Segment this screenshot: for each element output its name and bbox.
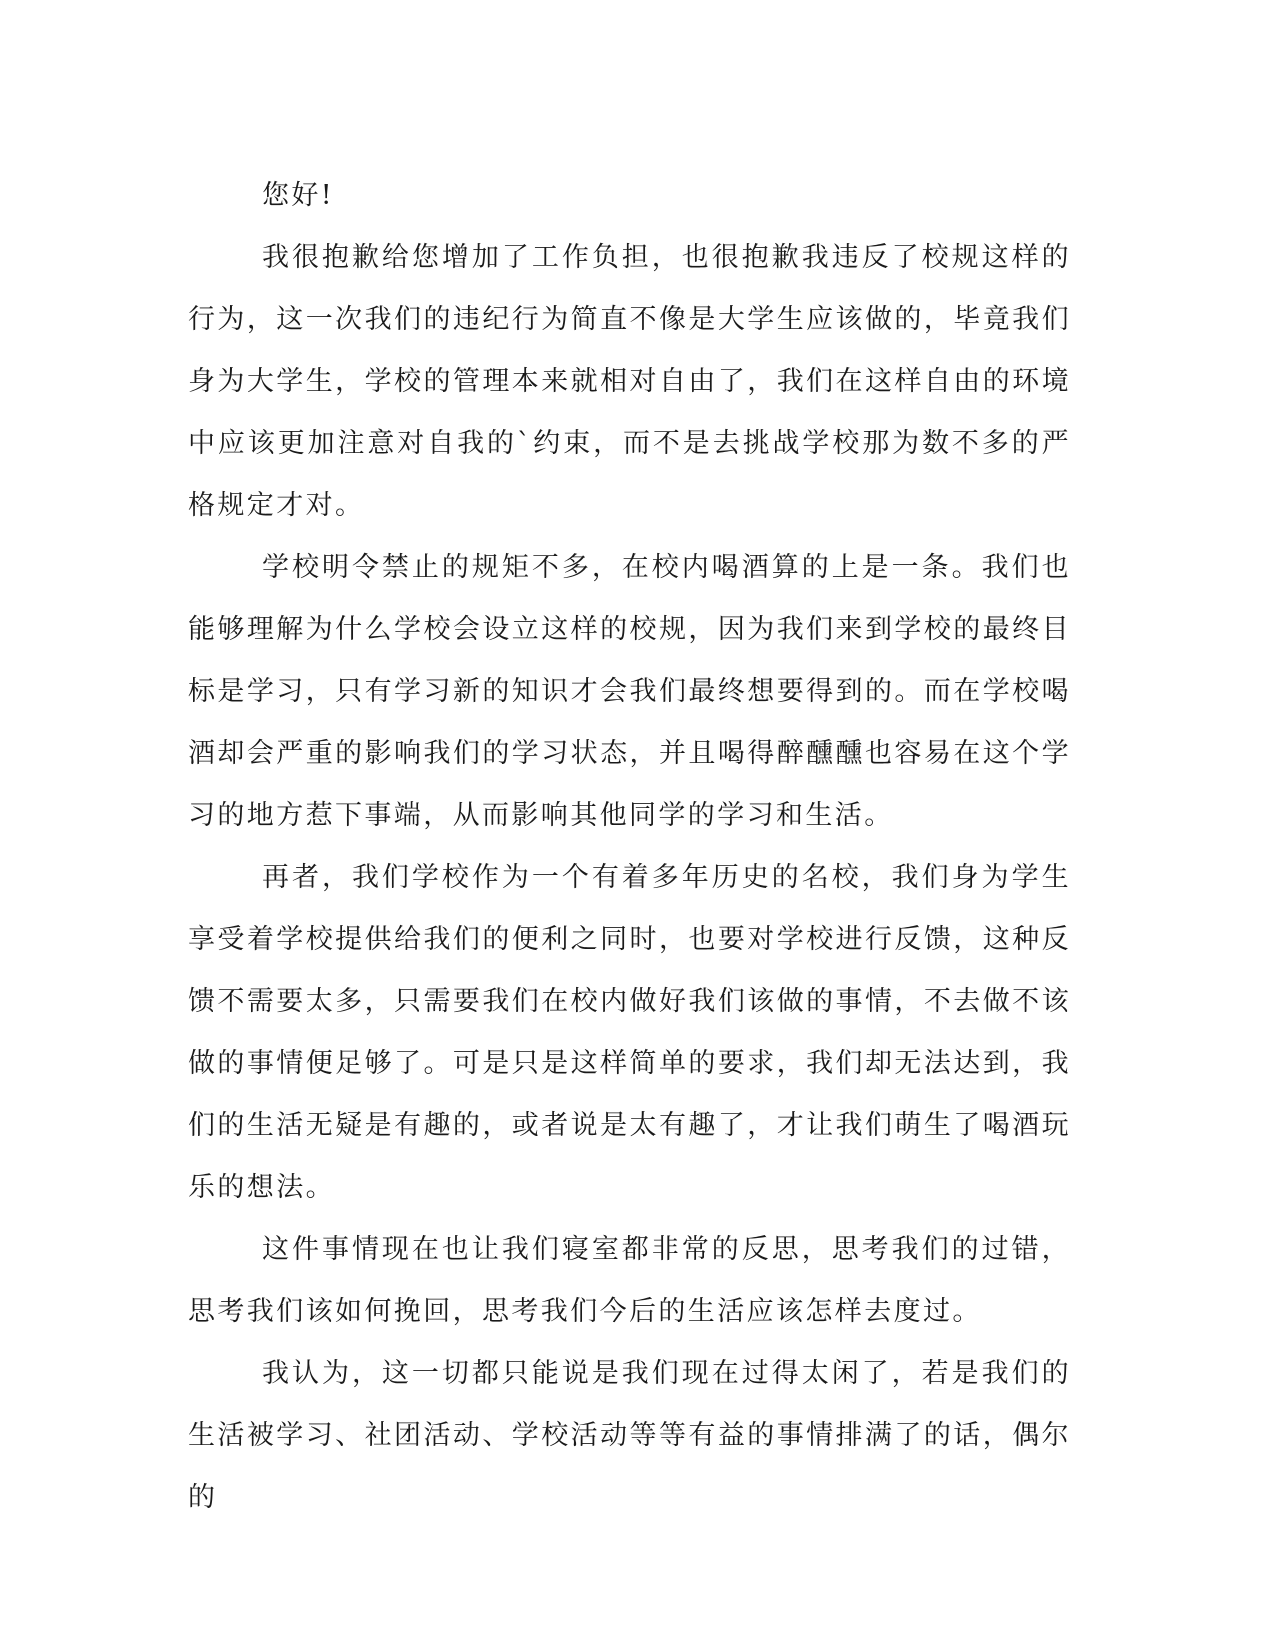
salutation: 您好! <box>262 180 335 211</box>
paragraph-3: 再者，我们学校作为一个有着多年历史的名校，我们身为学生享受着学校提供给我们的便利之同时，也要对学校进行反馈，这种反馈不需要太多，只需要我们在校内做好我们该做的事情，不去做不该做的事情便足够了。可是只是这样简单的要求，我们却无法达到，我们的生活无疑是有趣的，或者说是太有趣了，才让我们萌生了喝酒玩乐的想法。 <box>188 862 1071 1203</box>
paragraph-5: 我认为，这一切都只能说是我们现在过得太闲了，若是我们的生活被学习、社团活动、学校活动等等有益的事情排满了的话，偶尔的 <box>188 1358 1071 1513</box>
paragraph-2: 学校明令禁止的规矩不多，在校内喝酒算的上是一条。我们也能够理解为什么学校会设立这样的校规，因为我们来到学校的最终目标是学习，只有学习新的知识才会我们最终想要得到的。而在学校喝酒却会严重的影响我们的学习状态，并且喝得醉醺醺也容易在这个学习的地方惹下事端，从而影响其他同学的学习和生活。 <box>188 552 1071 831</box>
paragraph-4: 这件事情现在也让我们寝室都非常的反思，思考我们的过错，思考我们该如何挽回，思考我们今后的生活应该怎样去度过。 <box>188 1234 1071 1327</box>
letter-body <box>188 165 1071 1529</box>
paragraph-1: 我很抱歉给您增加了工作负担，也很抱歉我违反了校规这样的行为，这一次我们的违纪行为简直不像是大学生应该做的，毕竟我们身为大学生，学校的管理本来就相对自由了，我们在这样自由的环境中应该更加注意对自我的`约束，而不是去挑战学校那为数不多的严格规定才对。 <box>188 242 1071 521</box>
